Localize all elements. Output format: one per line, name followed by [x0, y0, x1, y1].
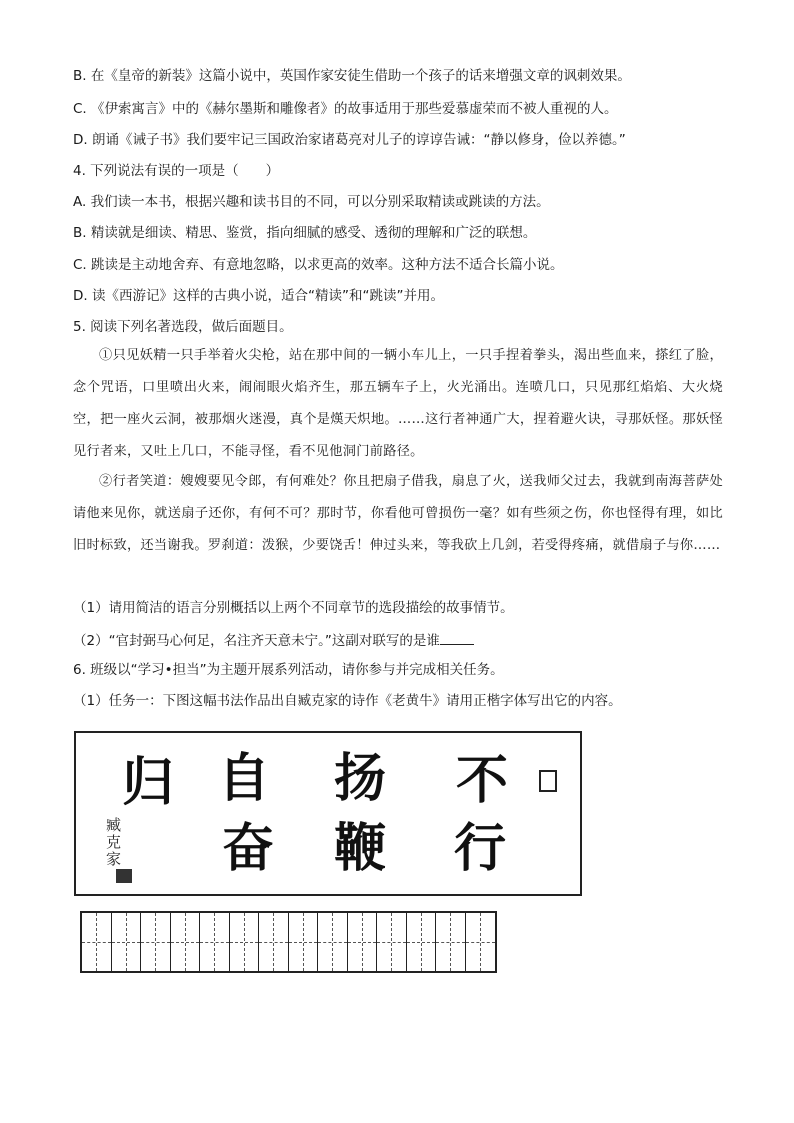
question-4: 4. 下列说法有误的一项是（ ） [73, 163, 280, 179]
grid-cell[interactable] [171, 913, 201, 971]
q4-option-a: A. 我们读一本书，根据兴趣和读书目的不同，可以分别采取精读或跳读的方法。 [73, 194, 550, 210]
grid-cell[interactable] [141, 913, 171, 971]
grid-cell[interactable] [318, 913, 348, 971]
grid-cell[interactable] [230, 913, 260, 971]
question-5: 5. 阅读下列名著选段，做后面题目。 [73, 319, 293, 335]
option-b: B. 在《皇帝的新装》这篇小说中，英国作家安徒生借助一个孩子的话来增强文章的讽刺效果。 [73, 68, 631, 84]
q4-option-b: B. 精读就是细读、精思、鉴赏，指向细腻的感受、透彻的理解和广泛的联想。 [73, 225, 537, 241]
grid-cell[interactable] [436, 913, 466, 971]
q4-option-d: D. 读《西游记》这样的古典小说，适合“精读”和“跳读”并用。 [73, 288, 444, 304]
grid-cell[interactable] [348, 913, 378, 971]
calligraphy-char: 归 [122, 752, 175, 813]
grid-cell[interactable] [112, 913, 142, 971]
seal-stamp-icon [116, 869, 132, 883]
q5-subquestion-2-text: （2）“官封弼马心何足，名注齐天意未宁。”这副对联写的是谁 [73, 633, 440, 649]
calligraphy-char: 行 [454, 818, 507, 879]
calligraphy-char: 扬 [334, 748, 387, 809]
calligraphy-artwork [74, 731, 582, 896]
answer-blank[interactable] [440, 630, 474, 645]
q6-task-1: （1）任务一：下图这幅书法作品出自臧克家的诗作《老黄牛》请用正楷字体写出它的内容。 [73, 693, 622, 709]
grid-cell[interactable] [259, 913, 289, 971]
calligraphy-char: 不 [456, 750, 509, 811]
grid-cell[interactable] [289, 913, 319, 971]
calligraphy-signature: 臧克家 [106, 816, 122, 868]
grid-cell[interactable] [377, 913, 407, 971]
calligraphy-char: 鞭 [334, 818, 387, 879]
calligraphy-char: 奋 [222, 818, 275, 879]
passage-1: ①只见妖精一只手举着火尖枪，站在那中间的一辆小车儿上，一只手捏着拳头，渴出些血来，搽红了脸，念个咒语，口里喷出火来，闹闹眼火焰齐生，那五辆车子上，火光涌出。连喷几口，只见那红焰焰、大火烧空，把一座火云洞，被那烟火迷漫，真个是熯天炽地。……这行者神通广大，捏着避火诀，寻那妖怪。那妖怪见行者来，又吐上几口，不能寻怪，看不见他洞门前路径。 [73, 348, 723, 459]
grid-cell[interactable] [466, 913, 496, 971]
option-d: D. 朗诵《诫子书》我们要牢记三国政治家诸葛亮对儿子的谆谆告诫：“静以修身，俭以养德。” [73, 132, 626, 148]
q5-subquestion-1: （1）请用简洁的语言分别概括以上两个不同章节的选段描绘的故事情节。 [73, 600, 514, 616]
writing-grid[interactable] [80, 911, 497, 973]
passage-2: ②行者笑道：嫂嫂要见令郎，有何难处？你且把扇子借我，扇息了火，送我师父过去，我就到南海菩萨处请他来见你，就送扇子还你，有何不可？那时节，你看他可曾损伤一毫？如有些须之伤，你也怪得有理，如比旧时标致，还当谢我。罗刹道：泼猴，少要饶舌！伸过头来，等我砍上几剑，若受得疼痛，就借扇子与你…… [73, 474, 723, 553]
grid-cell[interactable] [82, 913, 112, 971]
grid-cell[interactable] [200, 913, 230, 971]
calligraphy-char: 自 [218, 748, 271, 809]
grid-cell[interactable] [407, 913, 437, 971]
q5-subquestion-2 [73, 630, 474, 651]
question-6: 6. 班级以“学习•担当”为主题开展系列活动，请你参与并完成相关任务。 [73, 662, 504, 678]
q4-option-c: C. 跳读是主动地舍弃、有意地忽略，以求更高的效率。这种方法不适合长篇小说。 [73, 257, 564, 273]
seal-mark-icon [539, 770, 557, 792]
option-c: C. 《伊索寓言》中的《赫尔墨斯和雕像者》的故事适用于那些爱慕虚荣而不被人重视的人。 [73, 101, 618, 117]
